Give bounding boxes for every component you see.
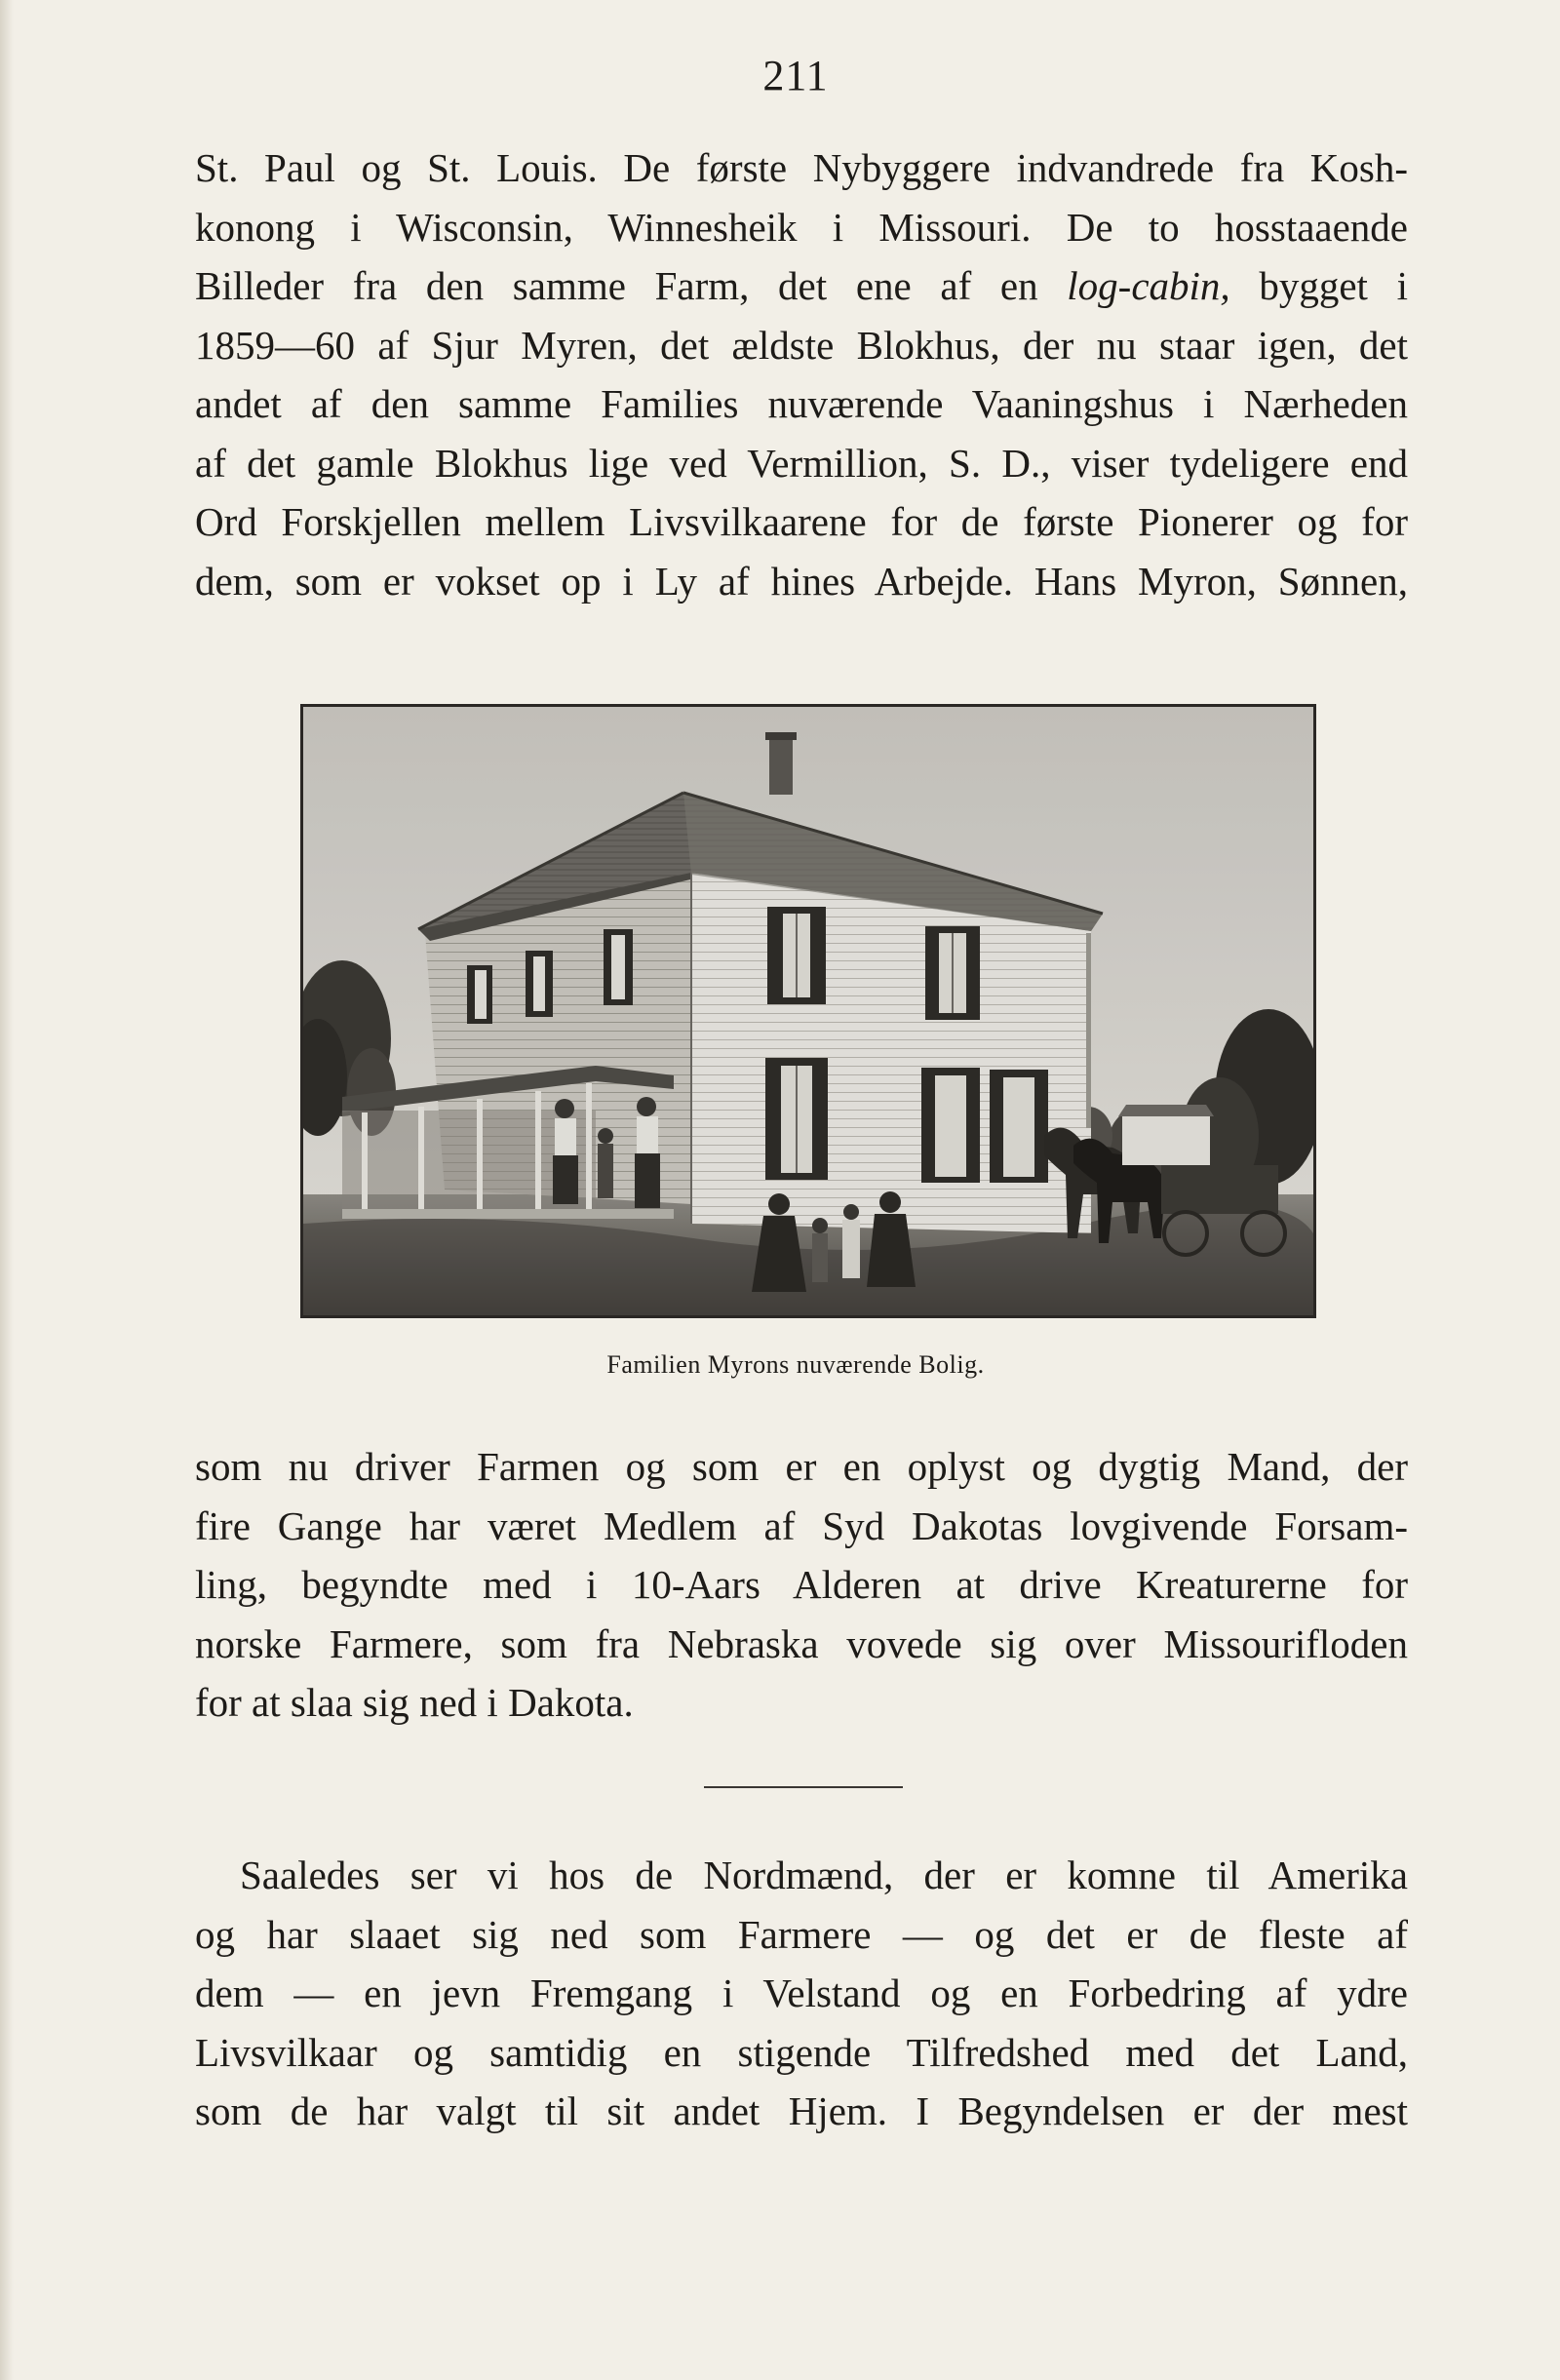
- paragraph-line: fire Gange har været Medlem af Syd Dakotas lovgivende Forsam-: [195, 1502, 1408, 1548]
- figure-caption: Familien Myrons nuværende Bolig.: [606, 1350, 985, 1379]
- section-separator: [704, 1786, 903, 1788]
- paragraph-3: [195, 1846, 1408, 2141]
- page-edge: [0, 0, 14, 2380]
- paragraph-line-text: Billeder fra den samme Farm, det ene af en: [195, 263, 1068, 308]
- paragraph-line: dem — en jevn Fremgang i Velstand og en Forbedring af ydre: [195, 1970, 1408, 2015]
- paragraph-line: St. Paul og St. Louis. De første Nybyggere indvandrede fra Kosh-: [195, 145, 1408, 190]
- paragraph-1: [195, 138, 1408, 610]
- farmhouse-photo: [300, 704, 1316, 1318]
- paragraph-line: Livsvilkaar og samtidig en stigende Tilfredshed med det Land,: [195, 2029, 1408, 2075]
- paragraph-line: dem, som er vokset op i Ly af hines Arbejde. Hans Myron, Sønnen,: [195, 558, 1408, 604]
- paragraph-line: som nu driver Farmen og som er en oplyst og dygtig Mand, der: [195, 1444, 1408, 1489]
- paragraph-line: 1859—60 af Sjur Myren, det ældste Blokhus, der nu staar igen, det: [195, 322, 1408, 368]
- paragraph-line: som de har valgt til sit andet Hjem. I Begyndelsen er der mest: [195, 2088, 1408, 2133]
- paragraph-line: konong i Wisconsin, Winnesheik i Missouri. De to hosstaaende: [195, 204, 1408, 250]
- paragraph-line-text: bygget i: [1229, 263, 1408, 308]
- paragraph-line: ling, begyndte med i 10-Aars Alderen at drive Kreaturerne for: [195, 1562, 1408, 1607]
- paragraph-line: af det gamle Blokhus lige ved Vermillion, S. D., viser tydeligere end: [195, 440, 1408, 486]
- farmhouse-illustration: [303, 707, 1313, 1315]
- paragraph-2: [195, 1437, 1408, 1733]
- italic-term: log-cabin,: [1067, 263, 1230, 308]
- paragraph-line: andet af den samme Families nuværende Vaaningshus i Nærheden: [195, 381, 1408, 426]
- paragraph-line: Saaledes ser vi hos de Nordmænd, der er komne til Amerika: [240, 1853, 1408, 1897]
- paragraph-line: [195, 256, 1408, 316]
- page-number: 211: [762, 52, 829, 99]
- paragraph-line: Ord Forskjellen mellem Livsvilkaarene for de første Pionerer og for: [195, 499, 1408, 544]
- paragraph-line: og har slaaet sig ned som Farmere — og det er de fleste af: [195, 1911, 1408, 1957]
- paragraph-line: norske Farmere, som fra Nebraska vovede sig over Missourifloden: [195, 1620, 1408, 1666]
- paragraph-line: for at slaa sig ned i Dakota.: [195, 1680, 634, 1725]
